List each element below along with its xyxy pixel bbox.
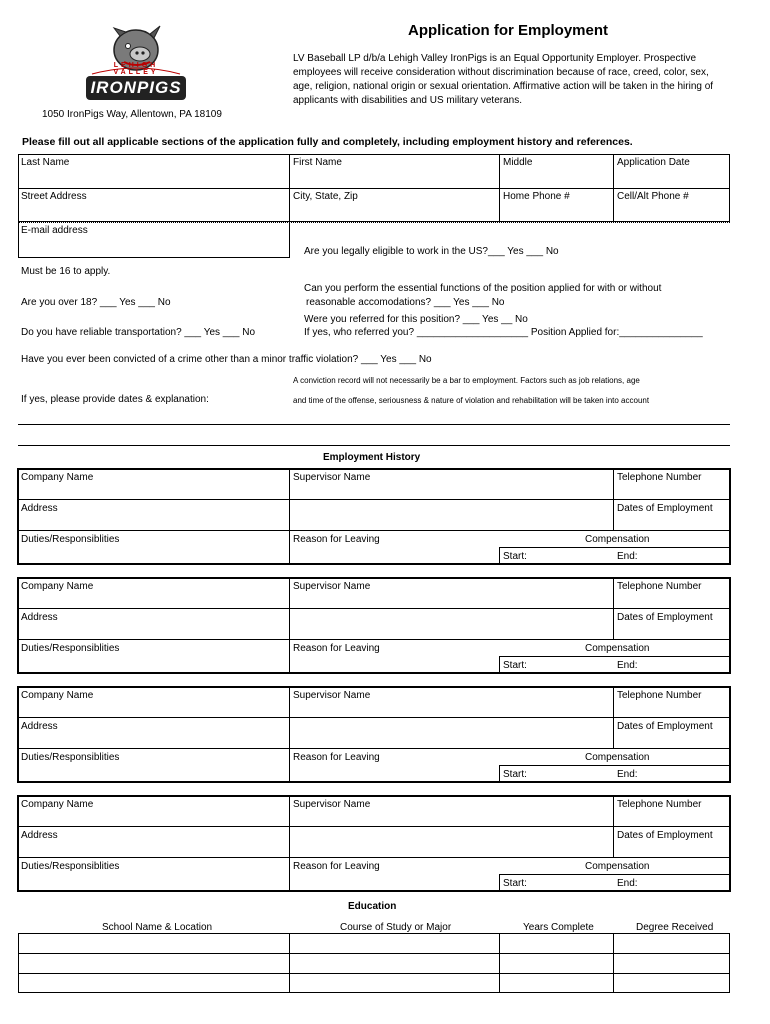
address-field[interactable]: Address <box>21 721 58 732</box>
middle-name-field[interactable]: Middle <box>503 157 533 168</box>
logo-main-text: IRONPIGS <box>90 78 182 97</box>
crime-question[interactable]: Have you ever been convicted of a crime other than a minor traffic violation? ___ Yes ___ No <box>21 354 432 365</box>
reason-for-leaving-field[interactable]: Reason for Leaving <box>293 752 380 763</box>
eeo-line-2: employees will receive consideration without discrimination because of race, creed, color, sex, <box>293 67 709 78</box>
compensation-label: Compensation <box>585 643 650 654</box>
telephone-number-field[interactable]: Telephone Number <box>617 472 702 483</box>
company-name-field[interactable]: Company Name <box>21 472 94 483</box>
conviction-note-1: A conviction record will not necessarily be a bar to employment. Factors such as job relations, age <box>293 376 640 385</box>
cell-phone-field[interactable]: Cell/Alt Phone # <box>617 191 689 202</box>
referred-question[interactable]: Were you referred for this position? ___ Yes __ No <box>304 314 528 325</box>
telephone-number-field[interactable]: Telephone Number <box>617 799 702 810</box>
conviction-note-2: and time of the offense, seriousness & nature of violation and rehabilitation will be taken into account <box>293 396 650 405</box>
supervisor-name-field[interactable]: Supervisor Name <box>293 799 371 810</box>
must-be-16-note: Must be 16 to apply. <box>21 266 111 277</box>
home-phone-field[interactable]: Home Phone # <box>503 191 570 202</box>
eeo-line-1: LV Baseball LP d/b/a Lehigh Valley IronPigs is an Equal Opportunity Employer. Prospective <box>293 53 697 64</box>
ironpigs-logo <box>80 22 192 108</box>
supervisor-name-field[interactable]: Supervisor Name <box>293 690 371 701</box>
telephone-number-field[interactable]: Telephone Number <box>617 581 702 592</box>
company-name-field[interactable]: Company Name <box>21 799 94 810</box>
eligible-question[interactable]: Are you legally eligible to work in the US?___ Yes ___ No <box>304 246 559 257</box>
company-address: 1050 IronPigs Way, Allentown, PA 18109 <box>42 109 222 120</box>
compensation-end-field[interactable]: End: <box>617 660 638 671</box>
eeo-line-4: applicants with disabilities and US military veterans. <box>293 95 522 106</box>
address-field[interactable]: Address <box>21 503 58 514</box>
edu-col-years: Years Complete <box>523 922 594 933</box>
company-name-field[interactable]: Company Name <box>21 690 94 701</box>
reason-for-leaving-field[interactable]: Reason for Leaving <box>293 643 380 654</box>
compensation-label: Compensation <box>585 752 650 763</box>
email-field[interactable]: E-mail address <box>21 225 88 236</box>
dates-of-employment-field[interactable]: Dates of Employment <box>617 503 713 514</box>
transportation-question[interactable]: Do you have reliable transportation? ___ Yes ___ No <box>21 327 256 338</box>
duties-field[interactable]: Duties/Responsiblities <box>21 861 120 872</box>
education-row[interactable] <box>18 973 730 993</box>
reason-for-leaving-field[interactable]: Reason for Leaving <box>293 534 380 545</box>
compensation-end-field[interactable]: End: <box>617 769 638 780</box>
telephone-number-field[interactable]: Telephone Number <box>617 690 702 701</box>
instructions: Please fill out all applicable sections of the application fully and completely, including employment history and references. <box>22 136 633 148</box>
dates-of-employment-field[interactable]: Dates of Employment <box>617 721 713 732</box>
if-yes-dates-label: If yes, please provide dates & explanation: <box>21 394 209 405</box>
street-address-field[interactable]: Street Address <box>21 191 87 202</box>
city-state-zip-field[interactable]: City, State, Zip <box>293 191 358 202</box>
edu-col-course: Course of Study or Major <box>340 922 452 933</box>
explanation-line-1[interactable] <box>18 424 730 425</box>
compensation-label: Compensation <box>585 861 650 872</box>
application-date-field[interactable]: Application Date <box>617 157 690 168</box>
employment-history-heading: Employment History <box>323 452 421 463</box>
essential-functions-question-2[interactable]: reasonable accomodations? ___ Yes ___ No <box>306 297 505 308</box>
who-referred-question[interactable]: If yes, who referred you? ____________________ Position Applied for:_______________ <box>304 327 703 338</box>
supervisor-name-field[interactable]: Supervisor Name <box>293 581 371 592</box>
edu-col-degree: Degree Received <box>636 922 714 933</box>
compensation-end-field[interactable]: End: <box>617 551 638 562</box>
address-field[interactable]: Address <box>21 830 58 841</box>
education-row[interactable] <box>18 953 730 973</box>
compensation-end-field[interactable]: End: <box>617 878 638 889</box>
compensation-label: Compensation <box>585 534 650 545</box>
last-name-field[interactable]: Last Name <box>21 157 70 168</box>
dates-of-employment-field[interactable]: Dates of Employment <box>617 612 713 623</box>
first-name-field[interactable]: First Name <box>293 157 342 168</box>
logo-top-text: LEHIGH VALLEY <box>113 62 159 76</box>
explanation-line-2[interactable] <box>18 445 730 446</box>
compensation-start-field[interactable]: Start: <box>503 660 527 671</box>
edu-col-school: School Name & Location <box>102 922 213 933</box>
over-18-question[interactable]: Are you over 18? ___ Yes ___ No <box>21 297 171 308</box>
dates-of-employment-field[interactable]: Dates of Employment <box>617 830 713 841</box>
reason-for-leaving-field[interactable]: Reason for Leaving <box>293 861 380 872</box>
compensation-start-field[interactable]: Start: <box>503 769 527 780</box>
supervisor-name-field[interactable]: Supervisor Name <box>293 472 371 483</box>
education-heading: Education <box>348 901 397 912</box>
education-row[interactable] <box>18 933 730 953</box>
company-name-field[interactable]: Company Name <box>21 581 94 592</box>
compensation-start-field[interactable]: Start: <box>503 878 527 889</box>
duties-field[interactable]: Duties/Responsiblities <box>21 534 120 545</box>
duties-field[interactable]: Duties/Responsiblities <box>21 643 120 654</box>
duties-field[interactable]: Duties/Responsiblities <box>21 752 120 763</box>
page-title: Application for Employment <box>408 22 609 39</box>
eeo-line-3: age, religion, national origin or sexual orientation. Affirmative action will be taken in the hiring of <box>293 81 714 92</box>
address-field[interactable]: Address <box>21 612 58 623</box>
compensation-start-field[interactable]: Start: <box>503 551 527 562</box>
essential-functions-question-1: Can you perform the essential functions of the position applied for with or without <box>304 283 662 294</box>
